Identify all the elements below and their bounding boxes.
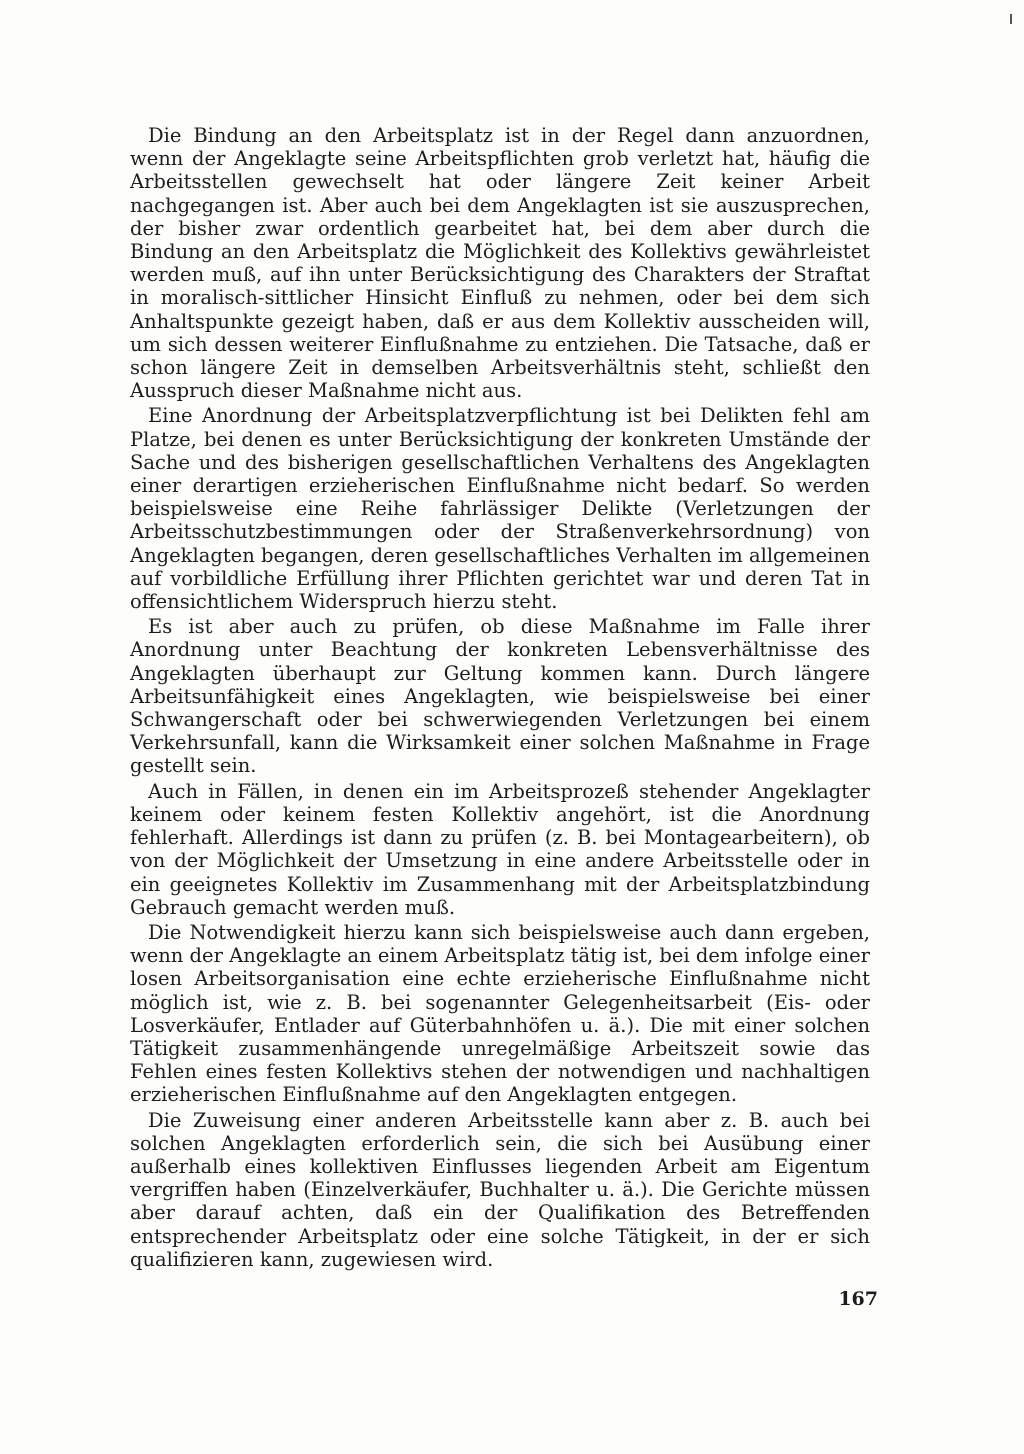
paragraph: Eine Anordnung der Arbeitsplatzverpflichtung ist bei Delikten fehl am Platze, bei denen es unter Berücksichtigung der konkreten Umstände der Sache und des bisherigen gesellschaftlichen Verhaltens des Angeklagten einer derartigen erzieherischen Einflußnahme nicht bedarf. So werden beispielsweise eine Reihe fahrlässiger Delikte (Verletzungen der Arbeitsschutzbestimmungen oder der Straßenverkehrsordnung) von Angeklagten begangen, deren gesellschaftliches Verhalten im allgemeinen auf vorbildliche Erfüllung ihrer Pflichten gerichtet war und deren Tat in offensichtlichem Widerspruch hierzu steht. bbox=[130, 404, 870, 614]
paragraph: Die Bindung an den Arbeitsplatz ist in der Regel dann anzuordnen, wenn der Angeklagte seine Arbeitspflichten grob verletzt hat, häufig die Arbeitsstellen gewechselt hat oder längere Zeit keiner Arbeit nachgegangen ist. Aber auch bei dem Angeklagten ist sie auszusprechen, der bisher zwar ordentlich gearbeitet hat, bei dem aber durch die Bindung an den Arbeitsplatz die Möglichkeit des Kollektivs gewährleistet werden muß, auf ihn unter Berücksichtigung des Charakters der Straftat in moralisch-sittlicher Hinsicht Einfluß zu nehmen, oder bei dem sich Anhaltspunkte gezeigt haben, daß er aus dem Kollektiv ausscheiden will, um sich dessen weiterer Einflußnahme zu entziehen. Die Tatsache, daß er schon längere Zeit in demselben Arbeitsverhältnis steht, schließt den Ausspruch dieser Maßnahme nicht aus. bbox=[130, 124, 870, 403]
body-text bbox=[130, 124, 870, 1271]
page-number: 167 bbox=[838, 1288, 878, 1310]
paragraph: Auch in Fällen, in denen ein im Arbeitsprozeß stehender Angeklagter keinem oder keinem festen Kollektiv angehört, ist die Anordnung fehlerhaft. Allerdings ist dann zu prüfen (z. B. bei Montagearbeitern), ob von der Möglichkeit der Umsetzung in eine andere Arbeitsstelle oder in ein geeignetes Kollektiv im Zusammenhang mit der Arbeitsplatzbindung Gebrauch gemacht werden muß. bbox=[130, 779, 870, 919]
paragraph: Die Zuweisung einer anderen Arbeitsstelle kann aber z. B. auch bei solchen Angeklagten erforderlich sein, die sich bei Ausübung einer außerhalb eines kollektiven Einflusses liegenden Arbeit am Eigentum vergriffen haben (Einzelverkäufer, Buchhalter u. ä.). Die Gerichte müssen aber darauf achten, daß ein der Qualifikation des Betreffenden entsprechender Arbeitsplatz oder eine solche Tätigkeit, in der er sich qualifizieren kann, zugewiesen wird. bbox=[130, 1108, 870, 1271]
paragraph: Die Notwendigkeit hierzu kann sich beispielsweise auch dann ergeben, wenn der Angeklagte an einem Arbeitsplatz tätig ist, bei dem infolge einer losen Arbeitsorganisation eine echte erzieherische Einflußnahme nicht möglich ist, wie z. B. bei sogenannter Gelegenheitsarbeit (Eis- oder Losverkäufer, Entlader auf Güterbahnhöfen u. ä.). Die mit einer solchen Tätigkeit zusammenhängende unregelmäßige Arbeitszeit sowie das Fehlen eines festen Kollektivs stehen der notwendigen und nachhaltigen erzieherischen Einflußnahme auf den Angeklagten entgegen. bbox=[130, 920, 870, 1107]
scan-mark bbox=[1010, 14, 1012, 24]
paragraph: Es ist aber auch zu prüfen, ob diese Maßnahme im Falle ihrer Anordnung unter Beachtung der konkreten Lebensverhältnisse des Angeklagten überhaupt zur Geltung kommen kann. Durch längere Arbeitsunfähigkeit eines Angeklagten, wie beispielsweise bei einer Schwangerschaft oder bei schwerwiegenden Verletzungen bei einem Verkehrsunfall, kann die Wirksamkeit einer solchen Maßnahme in Frage gestellt sein. bbox=[130, 615, 870, 778]
